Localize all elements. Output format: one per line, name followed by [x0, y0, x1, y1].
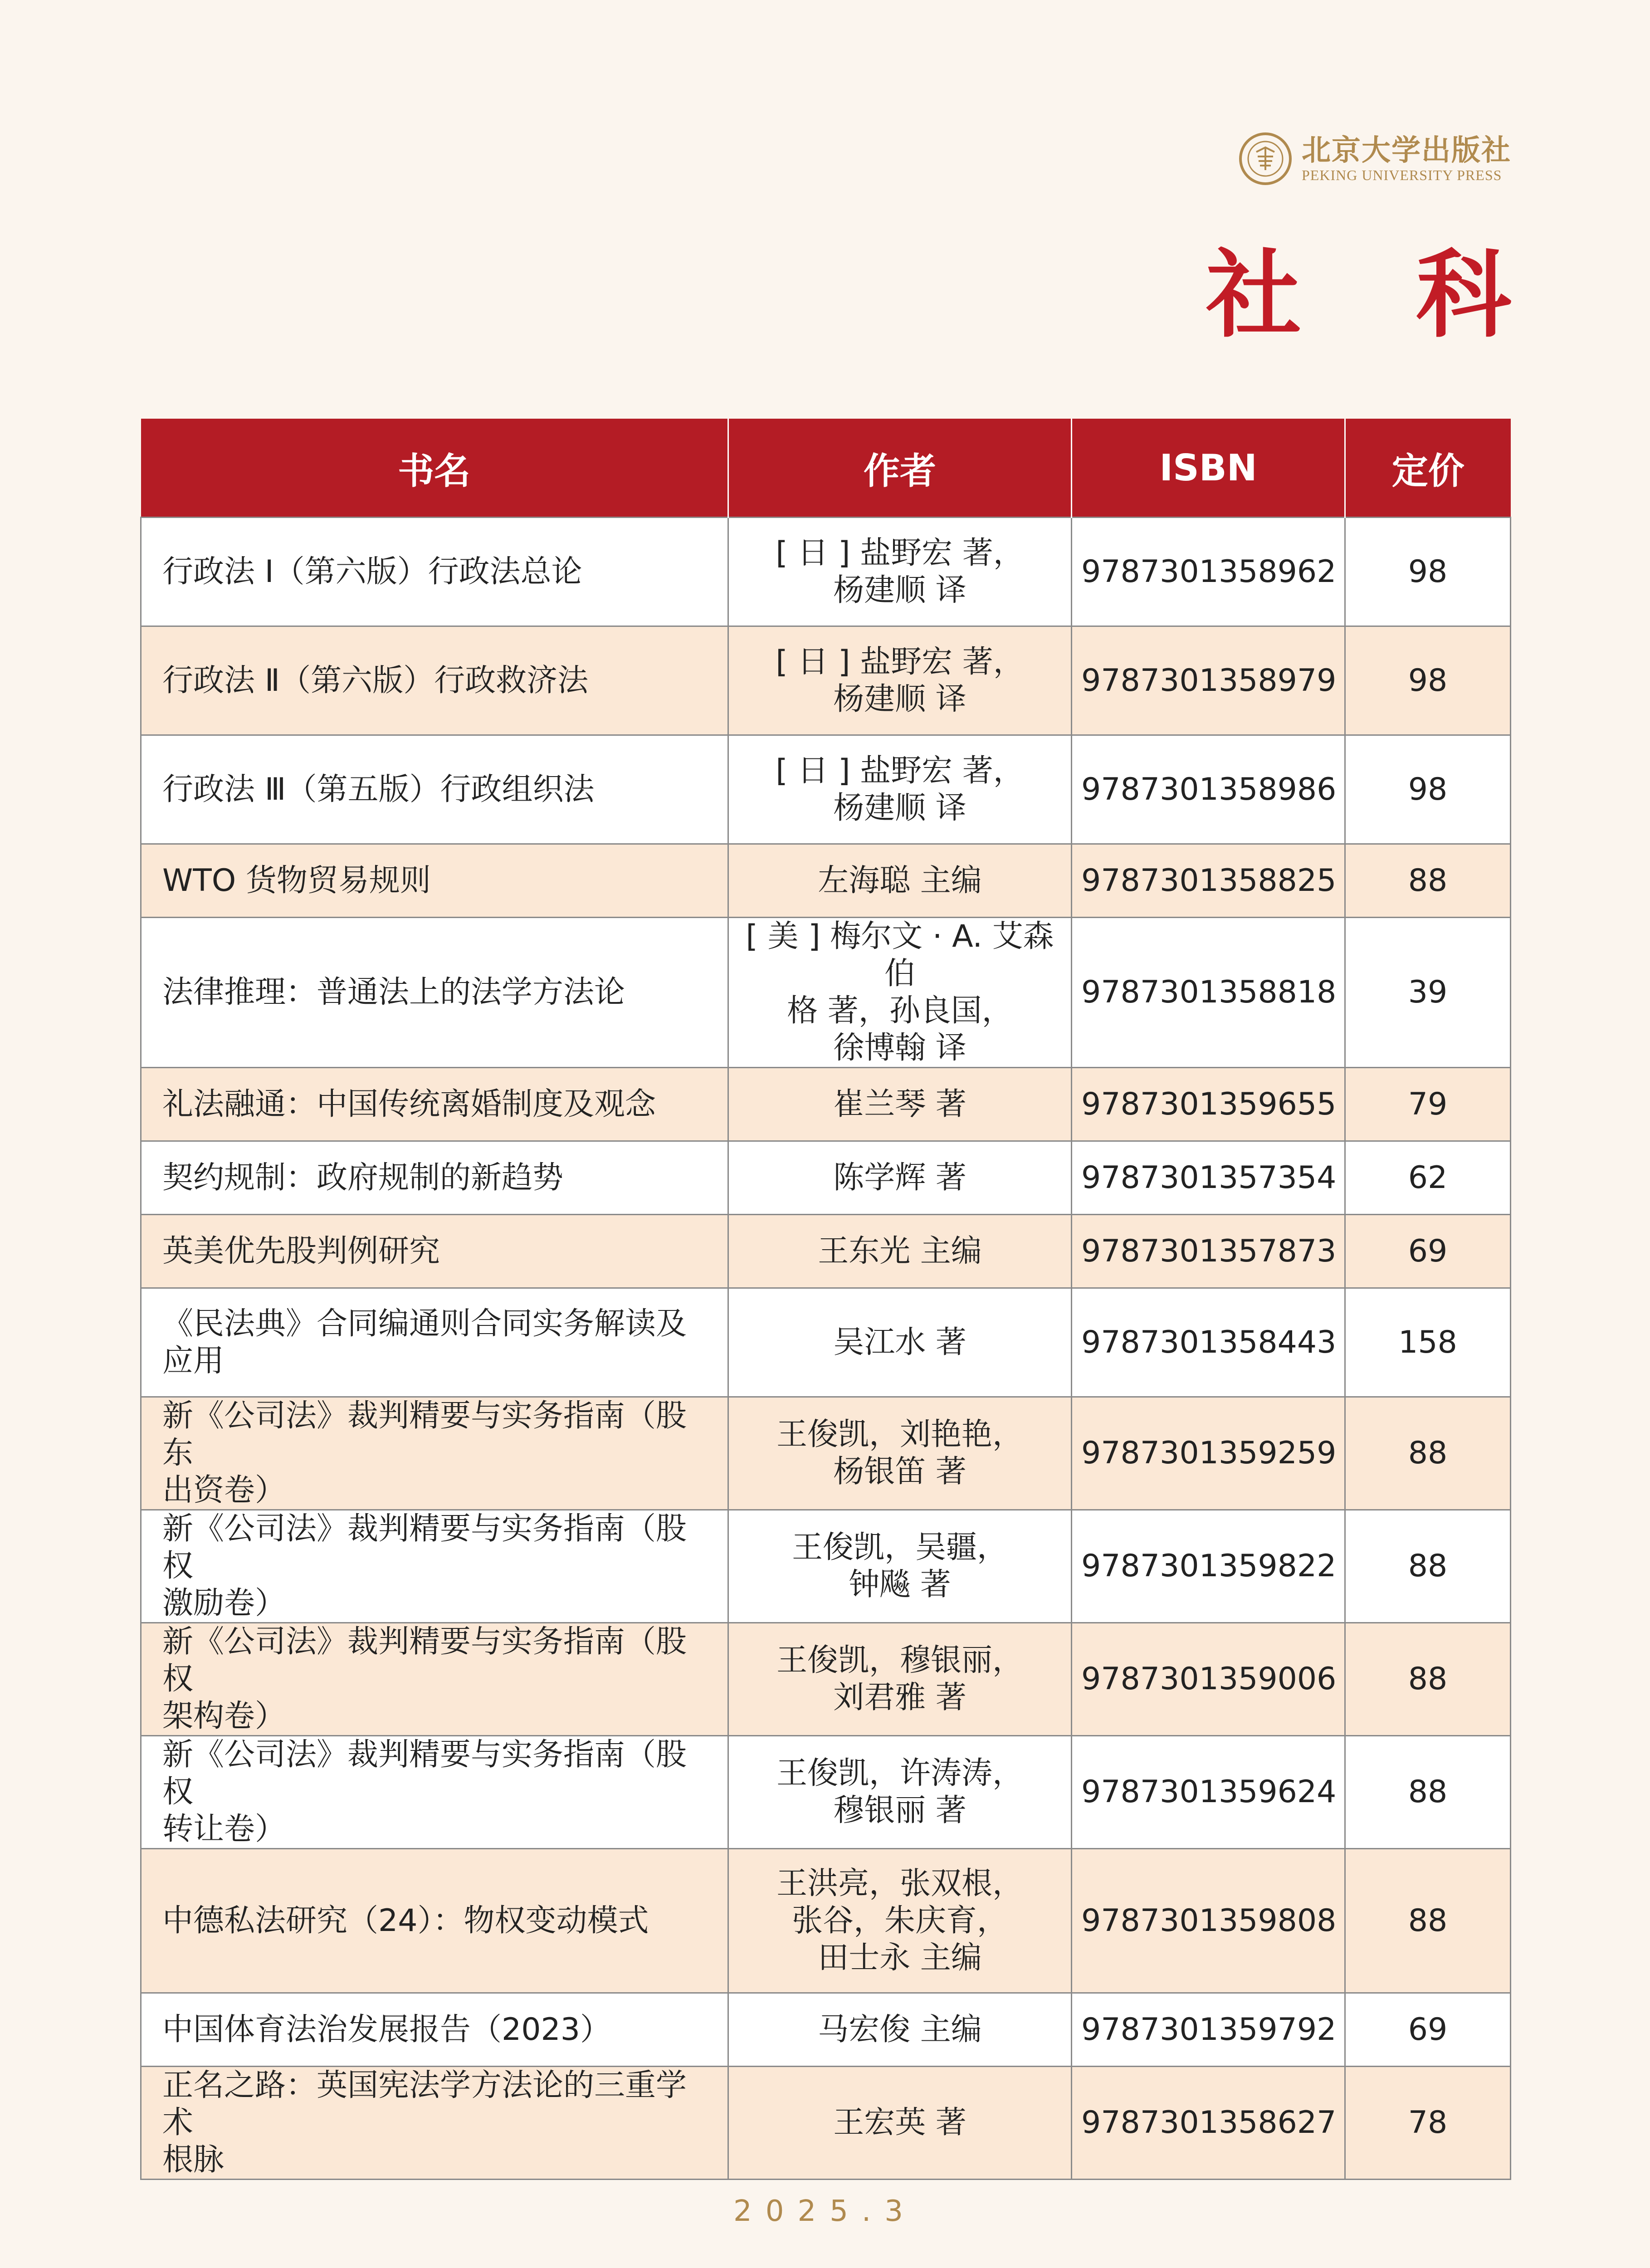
cell-title: 中德私法研究（24）：物权变动模式 [141, 1849, 728, 1993]
header-title: 书名 [141, 419, 728, 518]
cell-title: 行政法 Ⅱ（第六版）行政救济法 [141, 626, 728, 735]
issue-date: 2025.3 [733, 2195, 917, 2228]
cell-price: 98 [1345, 626, 1511, 735]
table-header-row [141, 419, 1511, 518]
cell-price: 62 [1345, 1141, 1511, 1215]
header-isbn: ISBN [1072, 419, 1345, 518]
cell-isbn: 9787301357873 [1072, 1215, 1345, 1288]
peking-university-seal-icon [1239, 132, 1292, 185]
cell-title: 新《公司法》裁判精要与实务指南（股东 出资卷） [141, 1397, 728, 1510]
cell-isbn: 9787301359006 [1072, 1623, 1345, 1736]
publisher-name-en: PEKING UNIVERSITY PRESS [1302, 167, 1502, 183]
cell-title: WTO 货物贸易规则 [141, 844, 728, 918]
table-row [141, 1623, 1511, 1736]
cell-title: 《民法典》合同编通则合同实务解读及 应用 [141, 1288, 728, 1397]
table-row [141, 918, 1511, 1068]
cell-author: 王俊凯，吴疆， 钟飚 著 [728, 1510, 1072, 1623]
cell-author: 王俊凯，刘艳艳， 杨银笛 著 [728, 1397, 1072, 1510]
cell-title: 契约规制：政府规制的新趋势 [141, 1141, 728, 1215]
publisher-logo [1239, 132, 1511, 185]
book-table [140, 419, 1511, 2180]
publisher-name-cn: 北京大学出版社 [1302, 133, 1511, 167]
cell-price: 78 [1345, 2067, 1511, 2180]
cell-author: [ 日 ] 盐野宏 著， 杨建顺 译 [728, 518, 1072, 626]
cell-title: 中国体育法治发展报告（2023） [141, 1993, 728, 2067]
cell-author: 王洪亮，张双根， 张谷，朱庆育， 田士永 主编 [728, 1849, 1072, 1993]
cell-title: 行政法 Ⅰ（第六版）行政法总论 [141, 518, 728, 626]
cell-price: 39 [1345, 918, 1511, 1068]
cell-title: 正名之路：英国宪法学方法论的三重学术 根脉 [141, 2067, 728, 2180]
table-row [141, 1849, 1511, 1993]
table-row [141, 1288, 1511, 1397]
cell-isbn: 9787301358979 [1072, 626, 1345, 735]
cell-author: 王俊凯，许涛涛， 穆银丽 著 [728, 1736, 1072, 1849]
cell-title: 行政法 Ⅲ（第五版）行政组织法 [141, 735, 728, 844]
cell-isbn: 9787301358627 [1072, 2067, 1345, 2180]
table-row [141, 844, 1511, 918]
cell-price: 88 [1345, 1849, 1511, 1993]
cell-author: 王宏英 著 [728, 2067, 1072, 2180]
cell-isbn: 9787301358986 [1072, 735, 1345, 844]
cell-title: 新《公司法》裁判精要与实务指南（股权 激励卷） [141, 1510, 728, 1623]
cell-price: 88 [1345, 1510, 1511, 1623]
cell-isbn: 9787301359259 [1072, 1397, 1345, 1510]
cell-isbn: 9787301357354 [1072, 1141, 1345, 1215]
table-row [141, 1141, 1511, 1215]
cell-isbn: 9787301358818 [1072, 918, 1345, 1068]
cell-author: 陈学辉 著 [728, 1141, 1072, 1215]
cell-isbn: 9787301359808 [1072, 1849, 1345, 1993]
cell-author: 崔兰琴 著 [728, 1068, 1072, 1141]
cell-isbn: 9787301359655 [1072, 1068, 1345, 1141]
table-row [141, 518, 1511, 626]
cell-author: [ 日 ] 盐野宏 著， 杨建顺 译 [728, 626, 1072, 735]
table-row [141, 626, 1511, 735]
cell-title: 新《公司法》裁判精要与实务指南（股权 架构卷） [141, 1623, 728, 1736]
table-row [141, 1397, 1511, 1510]
cell-isbn: 9787301358443 [1072, 1288, 1345, 1397]
section-title: 社 科 [1206, 239, 1552, 351]
cell-price: 88 [1345, 1397, 1511, 1510]
cell-price: 98 [1345, 518, 1511, 626]
cell-title: 法律推理：普通法上的法学方法论 [141, 918, 728, 1068]
table-row [141, 1215, 1511, 1288]
cell-author: 吴江水 著 [728, 1288, 1072, 1397]
cell-isbn: 9787301359624 [1072, 1736, 1345, 1849]
cell-price: 79 [1345, 1068, 1511, 1141]
cell-price: 98 [1345, 735, 1511, 844]
cell-author: 左海聪 主编 [728, 844, 1072, 918]
cell-price: 69 [1345, 1215, 1511, 1288]
table-row [141, 735, 1511, 844]
cell-title: 礼法融通：中国传统离婚制度及观念 [141, 1068, 728, 1141]
cell-isbn: 9787301358825 [1072, 844, 1345, 918]
table-row [141, 1993, 1511, 2067]
cell-author: [ 日 ] 盐野宏 著， 杨建顺 译 [728, 735, 1072, 844]
header-price: 定价 [1345, 419, 1511, 518]
table-row [141, 2067, 1511, 2180]
cell-title: 英美优先股判例研究 [141, 1215, 728, 1288]
cell-isbn: 9787301358962 [1072, 518, 1345, 626]
cell-title: 新《公司法》裁判精要与实务指南（股权 转让卷） [141, 1736, 728, 1849]
cell-author: 马宏俊 主编 [728, 1993, 1072, 2067]
cell-isbn: 9787301359822 [1072, 1510, 1345, 1623]
cell-price: 88 [1345, 844, 1511, 918]
cell-author: 王俊凯，穆银丽， 刘君雅 著 [728, 1623, 1072, 1736]
cell-author: 王东光 主编 [728, 1215, 1072, 1288]
cell-price: 158 [1345, 1288, 1511, 1397]
table-row [141, 1068, 1511, 1141]
cell-price: 69 [1345, 1993, 1511, 2067]
cell-price: 88 [1345, 1736, 1511, 1849]
header-author: 作者 [728, 419, 1072, 518]
table-row [141, 1510, 1511, 1623]
cell-price: 88 [1345, 1623, 1511, 1736]
table-row [141, 1736, 1511, 1849]
cell-author: [ 美 ] 梅尔文 · A. 艾森伯 格 著，孙良国， 徐博翰 译 [728, 918, 1072, 1068]
cell-isbn: 9787301359792 [1072, 1993, 1345, 2067]
